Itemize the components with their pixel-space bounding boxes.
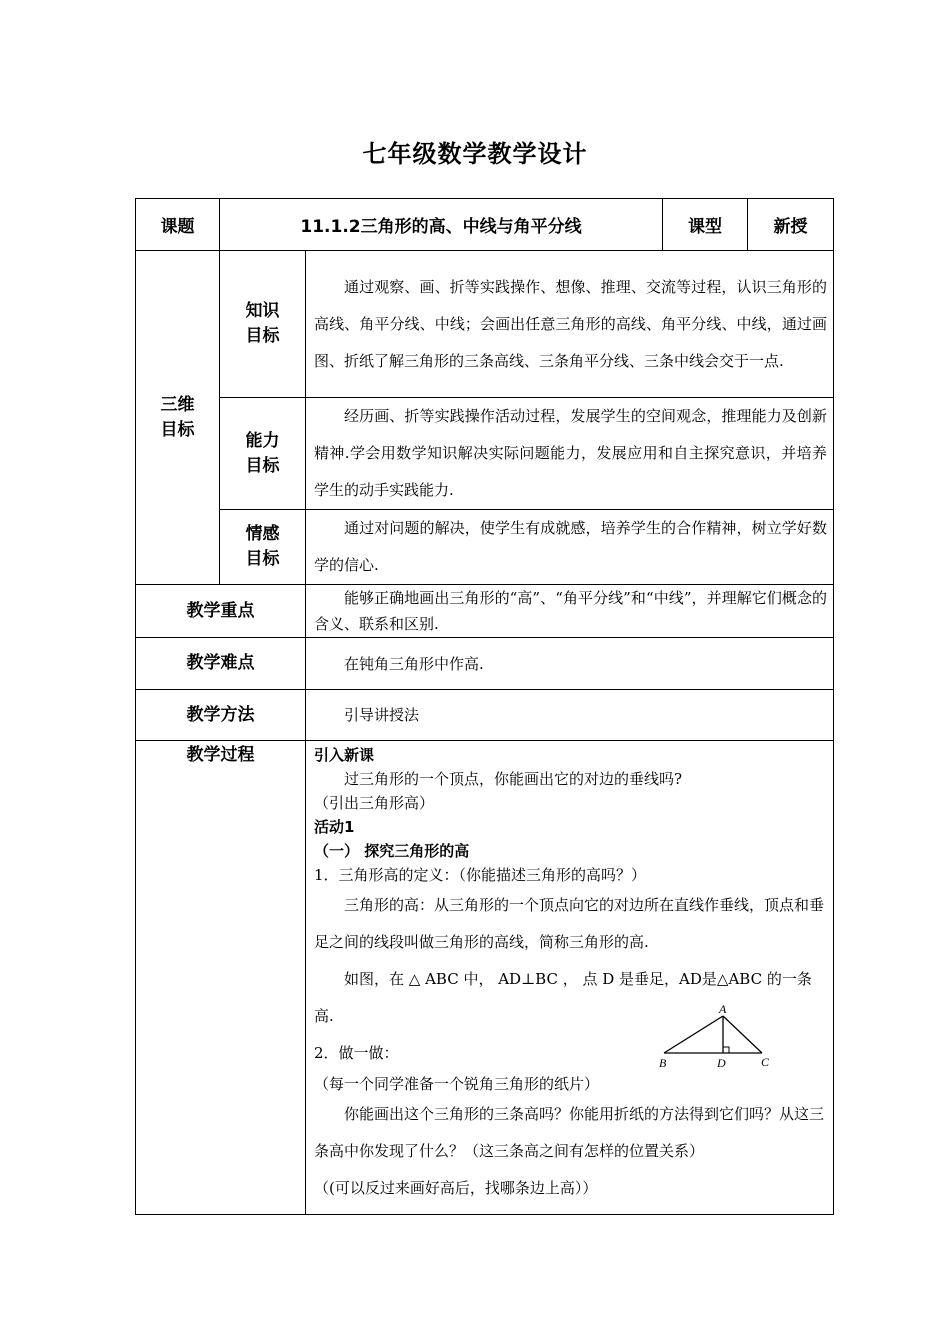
type-value: 新授 (748, 199, 834, 251)
difficulty-row (136, 638, 834, 690)
emotion-text: 通过对问题的解决，使学生有成就感，培养学生的合作精神，树立学好数学的信心. (314, 519, 828, 574)
ability-text: 经历画、折等实践操作活动过程，发展学生的空间观念，推理能力及创新精神.学会用数学知识解决实际问题能力，发展应用和自主探究意识，并培养学生的动手实践能力. (314, 407, 828, 499)
item2-note: （每一个同学准备一个锐角三角形的纸片） (314, 1075, 600, 1093)
type-label: 课型 (663, 199, 748, 251)
intro-note: （引出三角形高） (314, 794, 435, 812)
intro-heading: 引入新课 (314, 746, 375, 764)
knowledge-text: 通过观察、画、折等实践操作、想像、推理、交流等过程，认识三角形的高线、角平分线、中线；会画出任意三角形的高线、角平分线、中线，通过画图、折纸了解三角形的三条高线、三条角平分线、三条中线会交于一点. (314, 277, 828, 370)
method-text: 引导讲授法 (344, 706, 420, 724)
method-row (136, 690, 834, 741)
difficulty-label: 教学难点 (136, 638, 306, 690)
item1-text: 1．三角形高的定义：（你能描述三角形的高吗？） (314, 866, 647, 884)
key-point-text-cell (306, 585, 834, 638)
knowledge-row (136, 251, 834, 398)
lesson-plan-table (135, 198, 834, 1215)
difficulty-text: 在钝角三角形中作高. (344, 654, 484, 673)
section-heading: （一） 探究三角形的高 (314, 842, 470, 860)
triangle-figure (655, 1004, 780, 1074)
objectives-label: 三维 目标 (136, 251, 220, 585)
header-row (136, 199, 834, 251)
key-point-label: 教学重点 (136, 585, 306, 638)
item2-text: 2．做一做： (314, 1044, 399, 1062)
question-text: 你能画出这个三角形的三条高吗？你能用折纸的方法得到它们吗？从这三条高中你发现了什么？（这三条高之间有怎样的位置关系） (314, 1105, 825, 1160)
example-text: 如图，在 △ ABC 中， AD⊥BC ， 点 D 是垂足，AD是△ABC 的一条高. (314, 970, 812, 1025)
label-a: A (719, 1004, 727, 1016)
page-title: 七年级数学教学设计 (362, 140, 588, 168)
key-point-text: 能够正确地画出三角形的“高”、“角平分线”和“中线”，并理解它们概念的含义、联系和区别. (314, 589, 828, 633)
process-content (306, 741, 834, 1215)
activity-heading: 活动1 (314, 818, 355, 836)
difficulty-text-cell (306, 638, 834, 690)
process-row (136, 741, 834, 1215)
ability-label: 能力 目标 (220, 398, 306, 510)
knowledge-label: 知识 目标 (220, 251, 306, 398)
label-c: C (761, 1055, 770, 1069)
label-b: B (659, 1056, 667, 1070)
topic-label: 课题 (136, 199, 220, 251)
label-d: D (717, 1056, 726, 1070)
method-label: 教学方法 (136, 690, 306, 741)
key-point-row (136, 585, 834, 638)
method-text-cell (306, 690, 834, 741)
intro-question: 过三角形的一个顶点，你能画出它的对边的垂线吗? (344, 770, 683, 788)
emotion-text-cell (306, 510, 834, 585)
ability-text-cell (306, 398, 834, 510)
knowledge-text-cell (306, 251, 834, 398)
side-ab (664, 1016, 723, 1053)
ability-row (136, 398, 834, 510)
definition-text: 三角形的高：从三角形的一个顶点向它的对边所在直线作垂线，顶点和垂足之间的线段叫做三角形的高线，简称三角形的高. (314, 896, 825, 951)
hint-text: （(可以反过来画好高后，找哪条边上高）） (314, 1179, 598, 1197)
emotion-label: 情感 目标 (220, 510, 306, 585)
right-angle-mark (723, 1047, 729, 1053)
topic-value: 11.1.2三角形的高、中线与角平分线 (220, 199, 663, 251)
process-label: 教学过程 (136, 741, 306, 1215)
emotion-row (136, 510, 834, 585)
